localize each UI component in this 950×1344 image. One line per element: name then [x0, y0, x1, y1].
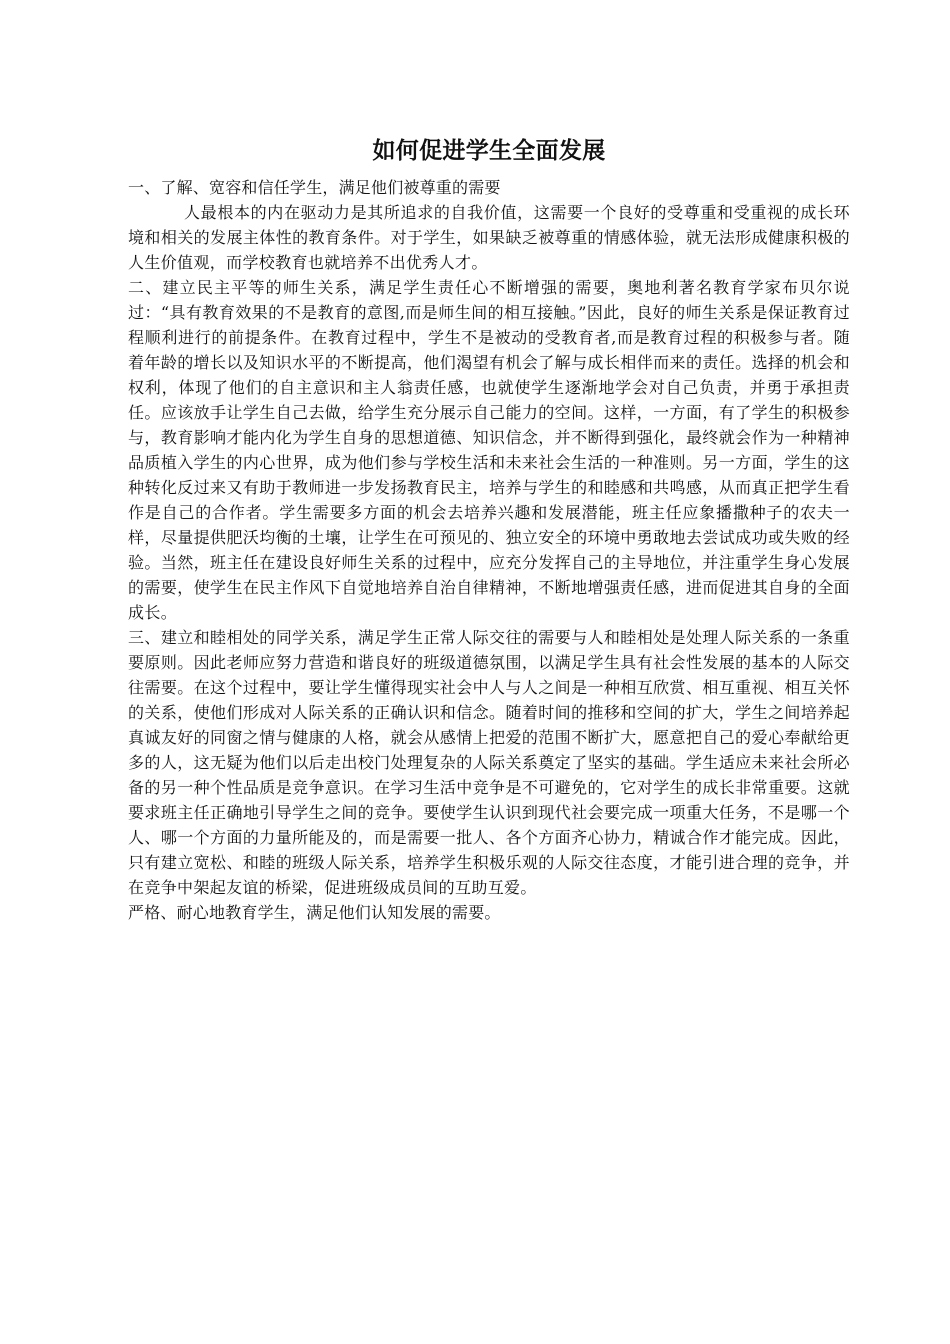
document-body — [128, 133, 850, 925]
section-4-heading: 严格、耐心地教育学生，满足他们认知发展的需要。 — [128, 903, 501, 922]
section-3-paragraph: 三、建立和睦相处的同学关系，满足学生正常人际交往的需要与人和睦相处是处理人际关系的一条重要原则。因此老师应努力营造和谐良好的班级道德氛围，以满足学生具有社会性发展的基本的人际交往需要。在这个过程中，要让学生懂得现实社会中人与人之间是一种相互欣赏、相互重视、相互关怀的关系，使他们形成对人际关系的正确认识和信念。随着时间的推移和空间的扩大，学生之间培养起真诚友好的同窗之情与健康的人格，就会从感情上把爱的范围不断扩大，愿意把自己的爱心奉献给更多的人，这无疑为他们以后走出校门处理复杂的人际关系奠定了坚实的基础。学生适应未来社会所必备的另一种个性品质是竞争意识。在学习生活中竞争是不可避免的，它对学生的成长非常重要。这就要求班主任正确地引导学生之间的竞争。要使学生认识到现代社会要完成一项重大任务，不是哪一个人、哪一个方面的力量所能及的，而是需要一批人、各个方面齐心协力，精诚合作才能完成。因此，只有建立宽松、和睦的班级人际关系，培养学生积极乐观的人际交往态度，才能引进合理的竞争，并在竞争中架起友谊的桥梁，促进班级成员间的互助互爱。 — [128, 628, 850, 897]
page-title: 如何促进学生全面发展 — [372, 137, 606, 164]
section-1-heading: 一、了解、宽容和信任学生，满足他们被尊重的需要 — [128, 178, 501, 197]
section-2-paragraph: 二、建立民主平等的师生关系，满足学生责任心不断增强的需要，奥地利著名教育学家布贝尔说过：“具有教育效果的不是教育的意图,而是师生间的相互接触。”因此，良好的师生关系是保证教育过程顺利进行的前提条件。在教育过程中，学生不是被动的受教育者,而是教育过程的积极参与者。随着年龄的增长以及知识水平的不断提高，他们渴望有机会了解与成长相伴而来的责任。选择的机会和权利，体现了他们的自主意识和主人翁责任感，也就使学生逐渐地学会对自己负责，并勇于承担责任。应该放手让学生自己去做，给学生充分展示自己能力的空间。这样，一方面，有了学生的积极参与，教育影响才能内化为学生自身的思想道德、知识信念，并不断得到强化，最终就会作为一种精神品质植入学生的内心世界，成为他们参与学校生活和未来社会生活的一种准则。另一方面，学生的这种转化反过来又有助于教师进一步发扬教育民主，培养与学生的和睦感和共鸣感，从而真正把学生看作是自己的合作者。学生需要多方面的机会去培养兴趣和发展潜能，班主任应象播撒种子的农夫一样，尽量提供肥沃均衡的土壤，让学生在可预见的、独立安全的环境中勇敢地去尝试成功或失败的经验。当然，班主任在建设良好师生关系的过程中，应充分发挥自己的主导地位，并注重学生身心发展的需要，使学生在民主作风下自觉地培养自治自律精神，不断地增强责任感，进而促进其自身的全面成长。 — [128, 278, 850, 622]
section-1-paragraph: 人最根本的内在驱动力是其所追求的自我价值，这需要一个良好的受尊重和受重视的成长环境和相关的发展主体性的教育条件。对于学生，如果缺乏被尊重的情感体验，就无法形成健康积极的人生价值观，而学校教育也就培养不出优秀人才。 — [128, 203, 850, 272]
